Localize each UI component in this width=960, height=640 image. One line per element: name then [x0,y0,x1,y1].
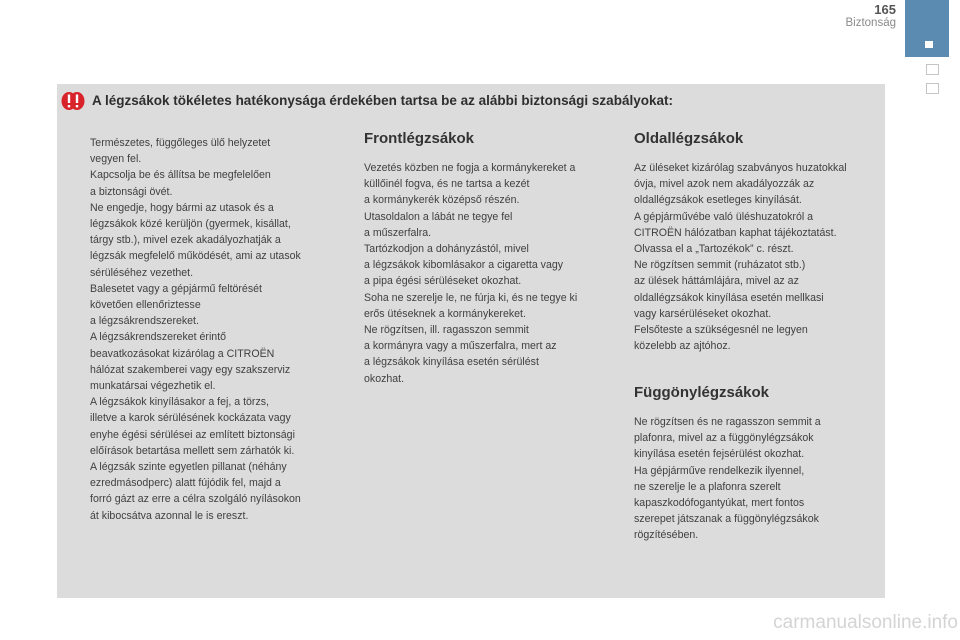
curtain-heading: Függönylégzsákok [634,384,770,401]
warning-title: A légzsákok tökéletes hatékonysága érdekében tartsa be az alábbi biztonsági szabályokat: [92,93,673,108]
side-text: Az üléseket kizárólag szabványos huzatokkal óvja, mivel azok nem akadályozzák az oldallégzsákok esetleges kinyílását. A gépjárművébe való üléshuzatokról a CITROËN hálózatban kaphat tájékoztatást. Olvassa el a „Tartozékok” c. részt. Ne rögzítsen semmit (ruházatot stb.) az ülések háttámlájára, mivel az az oldallégzsákok kinyílása esetén mellkasi vagy karsérüléseket okozhat. Felsőteste a szükségesnél ne legyen közelebb az ajtóhoz. [634,162,847,353]
watermark: carmanualsonline.info [773,612,958,633]
frontal-text: Vezetés közben ne fogja a kormánykereket a küllőinél fogva, és ne tartsa a kezét a kormánykerék középső részén. Utasoldalon a lábát ne tegye fel a műszerfalra. Tartózkodjon a dohányzástól, mivel a légzsákok kibomlásakor a cigaretta vagy a pipa égési sérüléseket okozhat. Soha ne szerelje le, ne fúrja ki, és ne tegye ki erős ütéseknek a kormánykereket. Ne rögzítsen, ill. ragasszon semmit a kormányra vagy a műszerfalra, mert az a légzsákok kinyílása esetén sérülést okozhat. [364,162,578,385]
warning-icon [60,91,86,111]
frontal-heading: Frontlégzsákok [364,130,475,147]
frontal-column [364,129,626,387]
section-tab-active[interactable] [905,0,949,57]
section-label: Biztonság [845,17,896,29]
section-tab-empty[interactable] [926,83,939,94]
section-tab-empty[interactable] [926,64,939,75]
side-heading: Oldallégzsákok [634,130,744,147]
page-number: 165 [874,2,896,17]
general-column [90,135,352,524]
tab-marker [925,41,933,48]
curtain-column [634,383,879,544]
side-column [634,129,879,354]
general-text: Természetes, függőleges ülő helyzetet vegyen fel. Kapcsolja be és állítsa be megfelelően a biztonsági övét. Ne engedje, hogy bármi az utasok és a légzsákok közé kerüljön (gyermek, kisállat, tárgy stb.), mivel ezek akadályozhatják a légzsák megfelelő működését, ami az utasok sérüléséhez vezethet. Balesetet vagy a gépjármű feltörését követően ellenőriztesse a légzsákrendszereket. A légzsákrendszereket érintő beavatkozásokat kizárólag a CITROËN hálózat szakemberei vagy egy szakszerviz munkatársai végezhetik el. A légzsákok kinyílásakor a fej, a törzs, illetve a karok sérülésének kockázata vagy enyhe égési sérülései az említett biztonsági előírások betartása mellett sem zárhatók ki. A légzsák szinte egyetlen pillanat (néhány ezredmásodperc) alatt fújódik fel, majd a forró gázt az erre a célra szolgáló nyílásokon át kibocsátva azonnal le is ereszt. [90,137,301,522]
curtain-text: Ne rögzítsen és ne ragasszon semmit a plafonra, mivel az a függönylégzsákok kinyílása esetén fejsérülést okozhat. Ha gépjárműve rendelkezik ilyennel, ne szerelje le a plafonra szerelt kapaszkodófogantyúkat, mert fontos szerepet játszanak a függönylégzsákok rögzítésében. [634,416,821,542]
